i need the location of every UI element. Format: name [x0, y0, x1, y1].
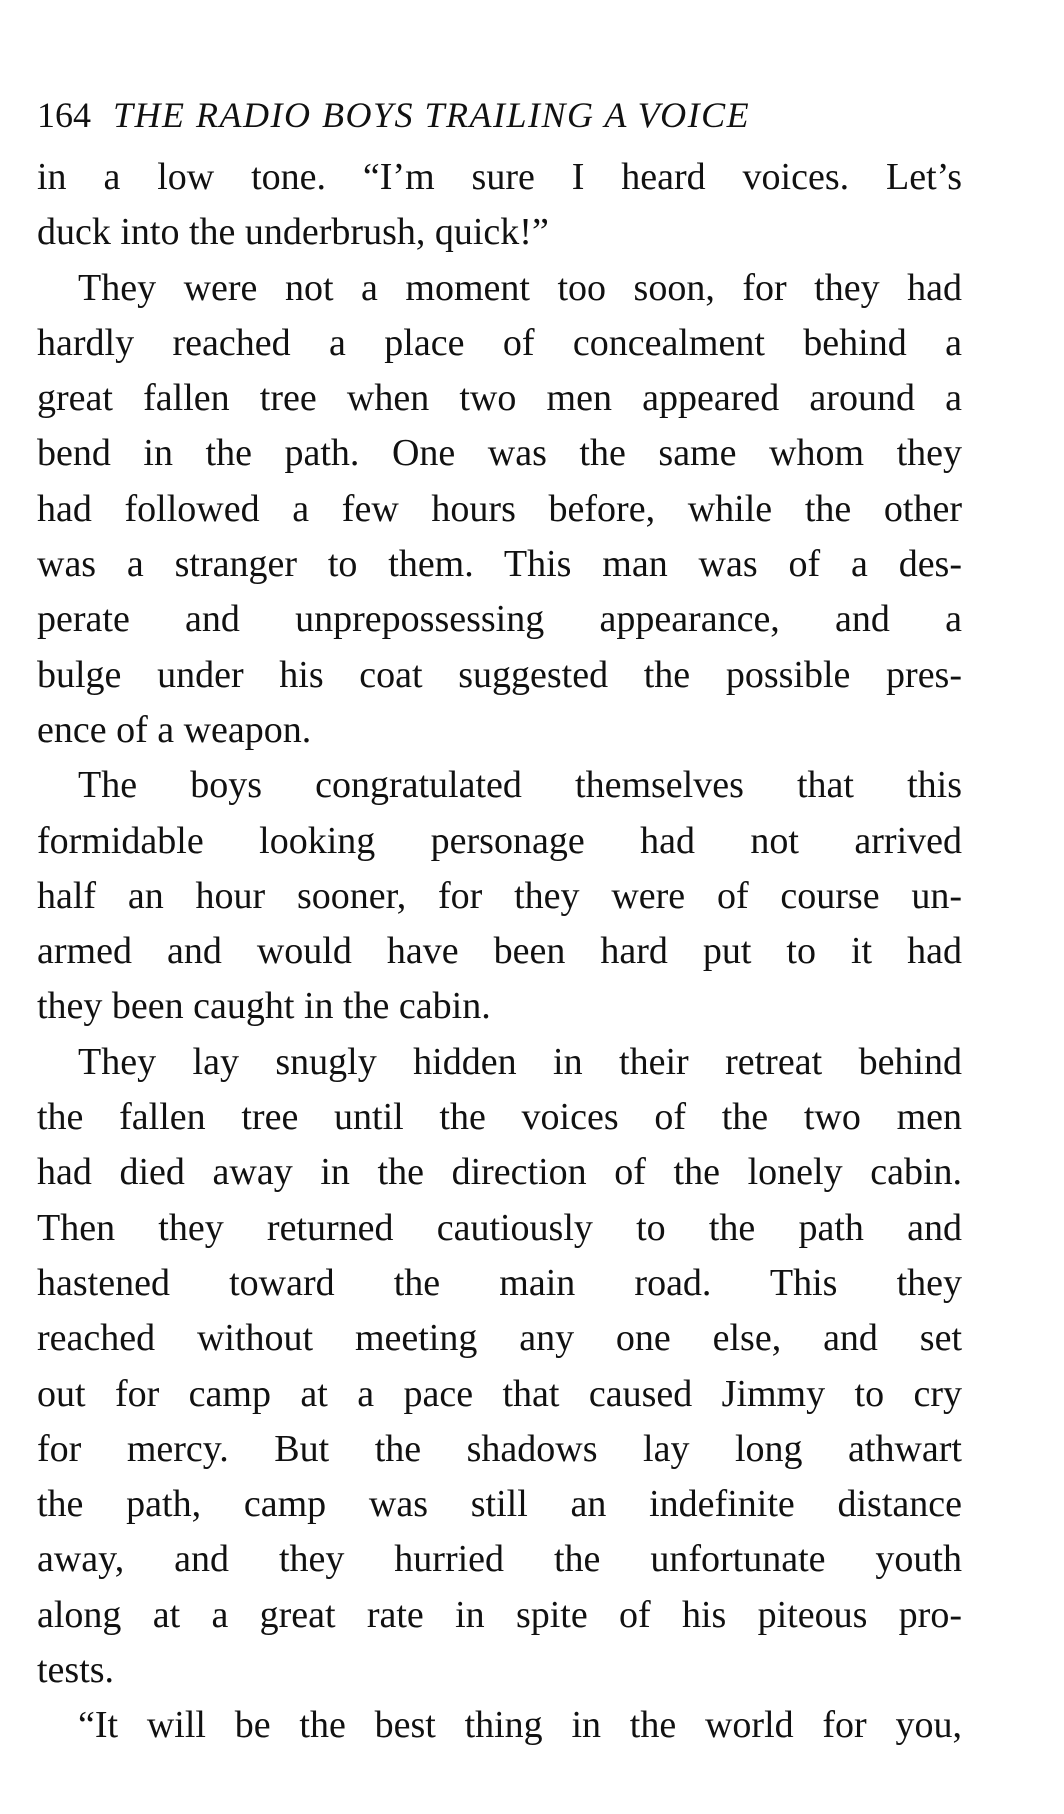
text-line: in a low tone. “I’m sure I heard voices. Let’s: [37, 156, 962, 198]
text-line: away, and they hurried the unfortunate youth: [37, 1538, 962, 1581]
text-line: for mercy. But the shadows lay long athwart: [37, 1427, 962, 1470]
book-title: THE RADIO BOYS TRAILING A VOICE: [113, 95, 751, 135]
text-line: along at a great rate in spite of his piteous pro-: [37, 1593, 962, 1636]
text-line: half an hour sooner, for they were of course un-: [37, 874, 962, 917]
text-line: bulge under his coat suggested the possible pres-: [37, 653, 962, 696]
text-line: hastened toward the main road. This they: [37, 1261, 962, 1304]
text-line: out for camp at a pace that caused Jimmy to cry: [37, 1372, 962, 1415]
running-head: [37, 90, 967, 140]
text-line: had died away in the direction of the lonely cabin.: [37, 1151, 962, 1194]
text-line: ence of a weapon.: [37, 708, 312, 751]
text-line: hardly reached a place of concealment behind a: [37, 321, 962, 364]
paragraph-first-line: “It will be the best thing in the world for you,: [78, 1704, 962, 1747]
text-line: perate and unprepossessing appearance, and a: [37, 598, 962, 641]
text-line: tests.: [37, 1649, 115, 1692]
text-line: they been caught in the cabin.: [37, 985, 491, 1028]
paragraph-first-line: They were not a moment too soon, for they had: [78, 266, 962, 309]
body-text: [37, 150, 962, 1754]
text-line: formidable looking personage had not arrived: [37, 819, 962, 862]
text-line: Then they returned cautiously to the path and: [37, 1206, 962, 1249]
text-line: the fallen tree until the voices of the two men: [37, 1096, 962, 1139]
paragraph-first-line: The boys congratulated themselves that this: [78, 764, 962, 807]
text-line: reached without meeting any one else, and set: [37, 1317, 962, 1360]
paragraph-first-line: They lay snugly hidden in their retreat behind: [78, 1040, 962, 1083]
text-line: the path, camp was still an indefinite distance: [37, 1483, 962, 1526]
text-line: bend in the path. One was the same whom they: [37, 432, 962, 475]
text-line: duck into the underbrush, quick!”: [37, 211, 549, 254]
text-line: great fallen tree when two men appeared around a: [37, 377, 962, 420]
text-line: had followed a few hours before, while the other: [37, 487, 962, 530]
text-line: armed and would have been hard put to it had: [37, 930, 962, 973]
page-number: 164: [37, 95, 91, 135]
text-line: was a stranger to them. This man was of a des-: [37, 543, 962, 586]
